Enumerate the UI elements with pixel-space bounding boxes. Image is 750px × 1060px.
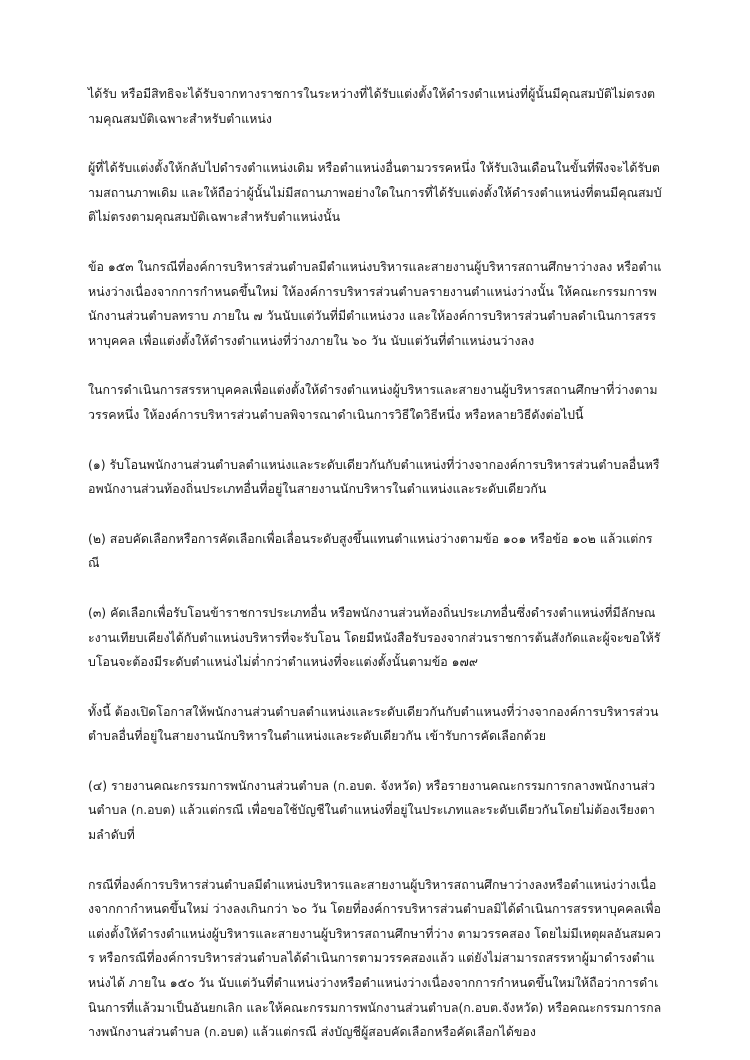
paragraph-3: ข้อ ๑๕๓ ในกรณีที่องค์การบริหารส่วนตำบลมีตำแหน่งบริหารและสายงานผู้บริหารสถานศึกษาว่างลง หรือตำแหน่งว่างเนื่องจากการกำหนดขึ้นใหม่ ให้องค์การบริหารส่วนตำบลรายงานตำแหน่งว่างนั้น ให้คณะกรรมการพนักงานส่วนตำบลทราบ ภายใน ๗ วันนับแต่วันที่มีตำแหน่งวง และให้องค์การบริหารส่วนตำบลดำเนินการสรรหาบุคคล เพื่อแต่งตั้งให้ดำรงตำแหน่งที่ว่างภายใน ๖๐ วัน นับแต่วันที่ตำแหน่งนว่างลง [88,258,662,348]
paragraph-1: ได้รับ หรือมีสิทธิจะได้รับจากทางราชการในระหว่างที่ได้รับแต่งตั้งให้ดำรงตำแหน่งที่ผู้นั้นมีคุณสมบัติไม่ตรงตามคุณสมบัติเฉพาะสำหรับตำแหน่ง [88,86,656,126]
paragraph-8: ทั้งนี้ ต้องเปิดโอกาสให้พนักงานส่วนตำบลตำแหน่งและระดับเดียวกันกับตำแหนงที่ว่างจากองค์การบริหารส่วนตำบลอื่นที่อยู่ในสายงานนักบริหารในตำแหน่งและระดับเดียวกัน เข้ารับการคัดเลือกด้วย [88,703,659,744]
paragraph-9: (๔) รายงานคณะกรรมการพนักงานส่วนตำบล (ก.อบต. จังหวัด) หรือรายงานคณะกรรมการกลางพนักงานส่วนตำบล (ก.อบต) แล้วแต่กรณี เพื่อขอใช้บัญชีในตำแหน่งที่อยู่ในประเภทและระดับเดียวกันโดยไม่ต้องเรียงตามลำดับที่ [88,777,656,843]
paragraph-10: กรณีที่องค์การบริหารส่วนตำบลมีตำแหน่งบริหารและสายงานผู้บริหารสถานศึกษาว่างลงหรือตำแหน่งว่างเนื่องจากกากำหนดขึ้นใหม่ ว่างลงเกินกว่า ๖๐ วัน โดยที่องค์การบริหารส่วนตำบลมิได้ดำเนินการสรรหาบุคคลเพื่อแต่งตั้งให้ดำรงตำแหน่งผู้บริหารและสายงานผู้บริหารสถานศึกษาที่ว่าง ตามวรรคสอง โดยไม่มีเหตุผลอันสมควร หรือกรณีที่องค์การบริหารส่วนตำบลได้ดำเนินการตามวรรคสองแล้ว แต่ยังไม่สามารถสรรหาผู้มาดำรงตำแหน่งได้ ภายใน ๑๕๐ วัน นับแต่วันที่ตำแหน่งว่างหรือตำแหน่งว่างเนื่องจากการกำหนดขึ้นใหม่ให้ถือว่าการดำเนินการที่แล้วมาเป็นอันยกเลิก และให้คณะกรรมการพนักงานส่วนตำบล(ก.อบต.จังหวัด) หรือคณะกรรมการกลางพนักงานส่วนตำบล (ก.อบต) แล้วแต่กรณี ส่งบัญชีผู้สอบคัดเลือกหรือคัดเลือกได้ของ [88,876,662,1040]
paragraph-5: (๑) รับโอนพนักงานส่วนตำบลตำแหน่งและระดับเดียวกันกับตำแหน่งที่ว่างจากองค์การบริหารส่วนตำบลอื่นหรือพนักงานส่วนท้องถิ่นประเภทอื่นที่อยู่ในสายงานนักบริหารในตำแหน่งและระดับเดียวกัน [88,456,660,497]
paragraph-6: (๒) สอบคัดเลือกหรือการคัดเลือกเพื่อเลื่อนระดับสูงขึ้นแทนตำแหน่งว่างตามข้อ ๑๐๑ หรือข้อ ๑๐๒ แล้วแต่กรณี [88,530,653,571]
paragraph-7: (๓) คัดเลือกเพื่อรับโอนข้าราชการประเภทอื่น หรือพนักงานส่วนท้องถิ่นประเภทอื่นซึ่งดำรงตำแหน่งที่มีลักษณะงานเทียบเคียงได้กับตำแหน่งบริหารที่จะรับโอน โดยมีหนังสือรับรองจากส่วนราชการต้นสังกัดและผู้จะขอให้รับโอนจะต้องมีระดับตำแหน่งไม่ต่ำกว่าตำแหน่งที่จะแต่งตั้งนั้นตามข้อ ๑๗๙ [88,604,661,670]
paragraph-4: ในการดำเนินการสรรหาบุคคลเพื่อแต่งตั้งให้ดำรงตำแหน่งผู้บริหารและสายงานผู้บริหารสถานศึกษาที่ว่างตามวรรคหนึ่ง ให้องค์การบริหารส่วนตำบลพิจารณาดำเนินการวิธีใดวิธีหนึ่ง หรือหลายวิธีดังต่อไปนี้ [88,382,658,422]
paragraph-2: ผู้ที่ได้รับแต่งตั้งให้กลับไปดำรงตำแหน่งเดิม หรือตำแหน่งอื่นตามวรรคหนึ่ง ให้รับเงินเดือนในขั้นที่พึงจะได้รับตามสถานภาพเดิม และให้ถือว่าผู้นั้นไม่มีสถานภาพอย่างใดในการที่ได้รับแต่งตั้งให้ดำรงตำแหน่งที่ตนมีคุณสมบัติไม่ตรงตามคุณสมบัติเฉพาะสำหรับตำแหน่งนั้น [88,160,662,225]
